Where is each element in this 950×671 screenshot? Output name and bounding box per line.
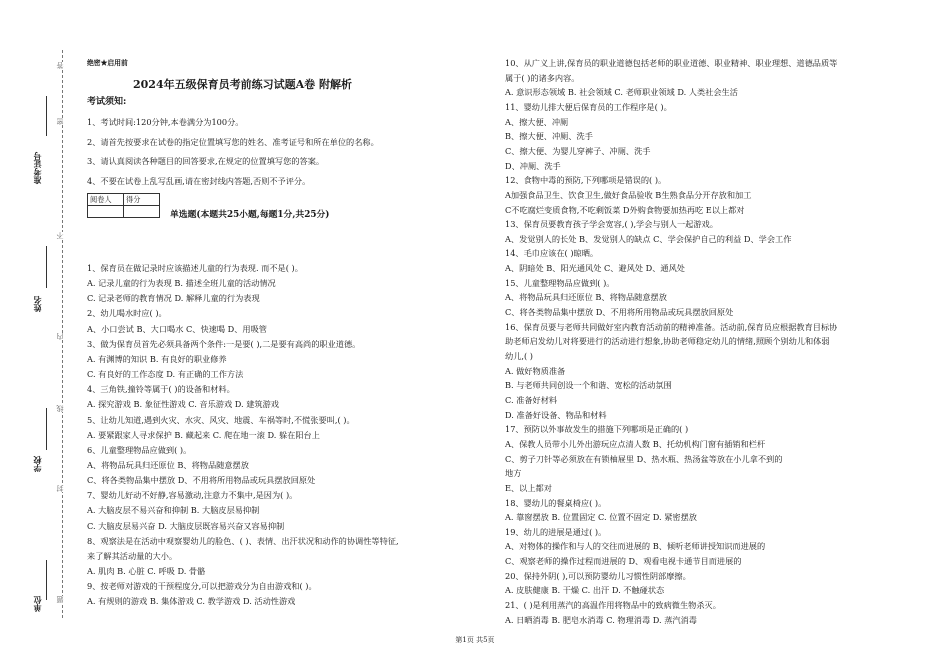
- question-line: 21、( )是利用蒸汽的高温作用将物品中的致病微生物杀灭。: [505, 600, 721, 611]
- section-title: 单选题(本题共25小题,每题1分,共25分): [170, 210, 330, 220]
- seal-mark: 不: [56, 232, 64, 239]
- name-label: 姓名: [32, 296, 42, 312]
- question-line: A、阴暗处 B、阳光通风处 C、避风处 D、通风处: [505, 263, 685, 274]
- grader-blank: [88, 206, 124, 218]
- question-line: 9、按老师对游戏的干预程度分,可以把游戏分为自由游戏和( )。: [87, 581, 317, 592]
- score-table: [87, 193, 160, 218]
- question-line: 幼儿,( ): [505, 351, 533, 361]
- question-line: A. 意识形态领域 B. 社会领域 C. 老师职业领域 D. 人类社会生活: [505, 87, 738, 98]
- question-line: A. 皮肤健康 B. 干燥 C. 出汗 D. 不触碰状态: [505, 585, 665, 596]
- notice-item: 2、请首先按要求在试卷的指定位置填写您的姓名、准考证号和所在单位的名称。: [87, 137, 379, 147]
- question-line: A. 靠窗摆放 B. 位置固定 C. 位置不固定 D. 紧密摆放: [505, 512, 697, 523]
- question-line: A. 大脑皮层不易兴奋和抑制 B. 大脑皮层易抑制: [87, 505, 260, 516]
- question-line: A. 日晒消毒 B. 肥皂水消毒 C. 物理消毒 D. 蒸汽消毒: [505, 614, 697, 625]
- question-line: C、观察老师的操作过程而进展的 D、观看电视卡通节目而进展的: [505, 556, 742, 567]
- question-line: A. 有渊博的知识 B. 有良好的职业修养: [87, 353, 227, 364]
- seal-mark: 线: [56, 405, 64, 412]
- question-line: A. 探究游戏 B. 象征性游戏 C. 音乐游戏 D. 建筑游戏: [87, 399, 279, 410]
- binding-gutter: [0, 0, 82, 671]
- question-line: A、将物品玩具归还原位 B、将物品随意摆放: [87, 459, 249, 470]
- notice-item: 1、考试时间:120分钟,本卷满分为100分。: [87, 117, 244, 127]
- exam-title: 2024年五级保育员考前练习试题A卷 附解析: [133, 78, 352, 91]
- question-line: 4、三角铁,撞铃等属于( )的设备和材料。: [87, 384, 235, 395]
- question-line: 5、让幼儿知道,遇到火灾、水灾、风灾、地震、车祸等时,不慌张要叫,( )。: [87, 414, 355, 425]
- seal-mark: 答: [56, 62, 64, 69]
- question-line: A、保教人员带小儿外出游玩应点清人数 B、托幼机构门窗有插销和栏杆: [505, 438, 766, 449]
- question-line: 属于( )的诸多内容。: [505, 72, 580, 83]
- question-line: 19、幼儿的进展是通过( )。: [505, 526, 607, 537]
- question-line: 12、食物中毒的预防,下列哪项是错误的( )。: [505, 175, 667, 186]
- question-line: 20、保持外阴( ),可以预防婴幼儿习惯性阴部摩擦。: [505, 570, 691, 581]
- question-line: 10、从广义上讲,保育员的职业道德包括老师的职业道德、职业精神、职业理想、道德品质等: [505, 58, 838, 68]
- question-line: A、将物品玩具归还原位 B、将物品随意摆放: [505, 292, 667, 303]
- question-line: 7、婴幼儿好动不好静,容易激动,注意力不集中,是因为( )。: [87, 490, 298, 501]
- question-line: 8、观察法是在活动中观察婴幼儿的脸色、( )、表情、出汗状况和动作的协调性等特征,: [87, 535, 399, 546]
- question-line: 14、毛巾应该在( )晾晒。: [505, 248, 599, 259]
- question-line: C、擦大便、为婴儿穿裤子、冲厕、洗手: [505, 145, 651, 156]
- page-footer: 第1页 共5页: [455, 636, 495, 644]
- question-line: 助老师启发幼儿对将要进行的活动进行想象,协助老师稳定幼儿的情绪,照顾个别幼儿和体弱: [505, 336, 830, 347]
- question-line: 15、儿童整理物品应做到( )。: [505, 277, 615, 288]
- question-line: A. 做好物质准备: [505, 365, 566, 376]
- score-blank: [124, 206, 160, 218]
- question-line: B. 与老师共同创设一个和谐、宽松的活动氛围: [505, 380, 672, 391]
- underline: [46, 96, 47, 136]
- confidential-mark: 绝密★启用前: [87, 59, 128, 67]
- question-line: B、擦大便、冲厕、洗手: [505, 131, 593, 142]
- question-line: A. 有规则的游戏 B. 集体游戏 C. 教学游戏 D. 活动性游戏: [87, 596, 296, 607]
- seal-mark: 密: [56, 118, 64, 125]
- question-line: C. 大脑皮层易兴奋 D. 大脑皮层既容易兴奋又容易抑制: [87, 520, 285, 531]
- unit-label: 单位: [32, 596, 42, 612]
- question-line: C、剪子刀针等必须放在有锁柚屉里 D、热水瓶、热汤盆等放在小儿拿不到的: [505, 453, 783, 464]
- question-line: 3、做为保育员首先必须具备两个条件:一是要( ),二是要有高尚的职业道德。: [87, 338, 361, 349]
- question-line: 6、儿童整理物品应做到( )。: [87, 444, 192, 455]
- seal-mark: 封: [56, 485, 64, 492]
- notice-item: 3、请认真阅读各种题目的回答要求,在规定的位置填写您的答案。: [87, 156, 325, 166]
- underline: [46, 560, 47, 600]
- question-line: 17、预防以外事故发生的措施下列哪项是正确的( ): [505, 424, 689, 435]
- score-cell: 得分: [124, 194, 160, 206]
- question-line: 18、婴幼儿的餐桌椅应( )。: [505, 497, 607, 508]
- question-line: 11、婴幼儿排大便后保育员的工作程序是( )。: [505, 101, 672, 112]
- question-line: 1、保育员在做记录时应该描述儿童的行为表现. 而不是( )。: [87, 263, 303, 273]
- question-line: A. 记录儿童的行为表现 B. 描述全班儿童的活动情况: [87, 278, 276, 289]
- question-line: A、发觉别人的长处 B、发觉别人的缺点 C、学会保护自己的利益 D、学会工作: [505, 233, 792, 244]
- question-line: A. 肌肉 B. 心脏 C. 呼吸 D. 骨骼: [87, 566, 206, 576]
- question-line: C. 有良好的工作态度 D. 有正确的工作方法: [87, 369, 244, 380]
- exam-number-label: 准考证号: [32, 152, 42, 184]
- notice-item: 4、不要在试卷上乱写乱画,请在密封线内答题,否则不予评分。: [87, 176, 311, 186]
- question-line: C. 准备好材料: [505, 394, 558, 405]
- question-line: A、对物体的操作和与人的交往而进展的 B、倾听老师讲授知识而进展的: [505, 541, 766, 552]
- question-line: 13、保育员要教育孩子学会宽容,( ),学会与别人一起游戏。: [505, 219, 718, 230]
- seal-mark: 题: [56, 596, 64, 603]
- question-line: 来了解其活动量的大小。: [87, 550, 178, 561]
- seal-mark: 内: [56, 333, 64, 340]
- question-line: C不吃腐烂变质食物,不吃剩饭菜 D外购食物要加热再吃 E以上都对: [505, 204, 745, 215]
- question-line: 地方: [505, 468, 522, 479]
- question-line: E、以上都对: [505, 482, 552, 493]
- question-line: A加强食品卫生、饮食卫生,做好食品验收 B生熟食品分开存放和加工: [505, 189, 752, 200]
- underline: [46, 246, 47, 288]
- question-line: D. 准备好设备、物品和材料: [505, 409, 607, 420]
- notice-heading: 考试须知:: [87, 97, 127, 107]
- question-line: A. 要紧跟家人寻求保护 B. 藏起来 C. 爬在地一滚 D. 躲在阳台上: [87, 429, 320, 440]
- school-label: 学校: [32, 456, 42, 472]
- question-line: C. 记录老师的教育情况 D. 解释儿童的行为表现: [87, 293, 260, 304]
- grader-cell: 阅卷人: [88, 194, 124, 206]
- question-line: D、冲厕、洗手: [505, 160, 561, 171]
- question-line: A、擦大便、冲厕: [505, 116, 569, 127]
- underline: [46, 408, 47, 450]
- question-line: 16、保育员要与老师共同做好室内教育活动前的精神准备。活动前,保育员应根据教育目标协: [505, 321, 838, 332]
- question-line: C、将各类物品集中摆放 D、不用将所用物品或玩具摆放回原处: [505, 307, 734, 318]
- question-line: 2、幼儿喝水时应( )。: [87, 308, 167, 319]
- question-line: A、小口尝试 B、大口喝水 C、快速喝 D、用吸管: [87, 323, 267, 334]
- question-line: C、将各类物品集中摆放 D、不用将所用物品或玩具摆放回原处: [87, 475, 316, 486]
